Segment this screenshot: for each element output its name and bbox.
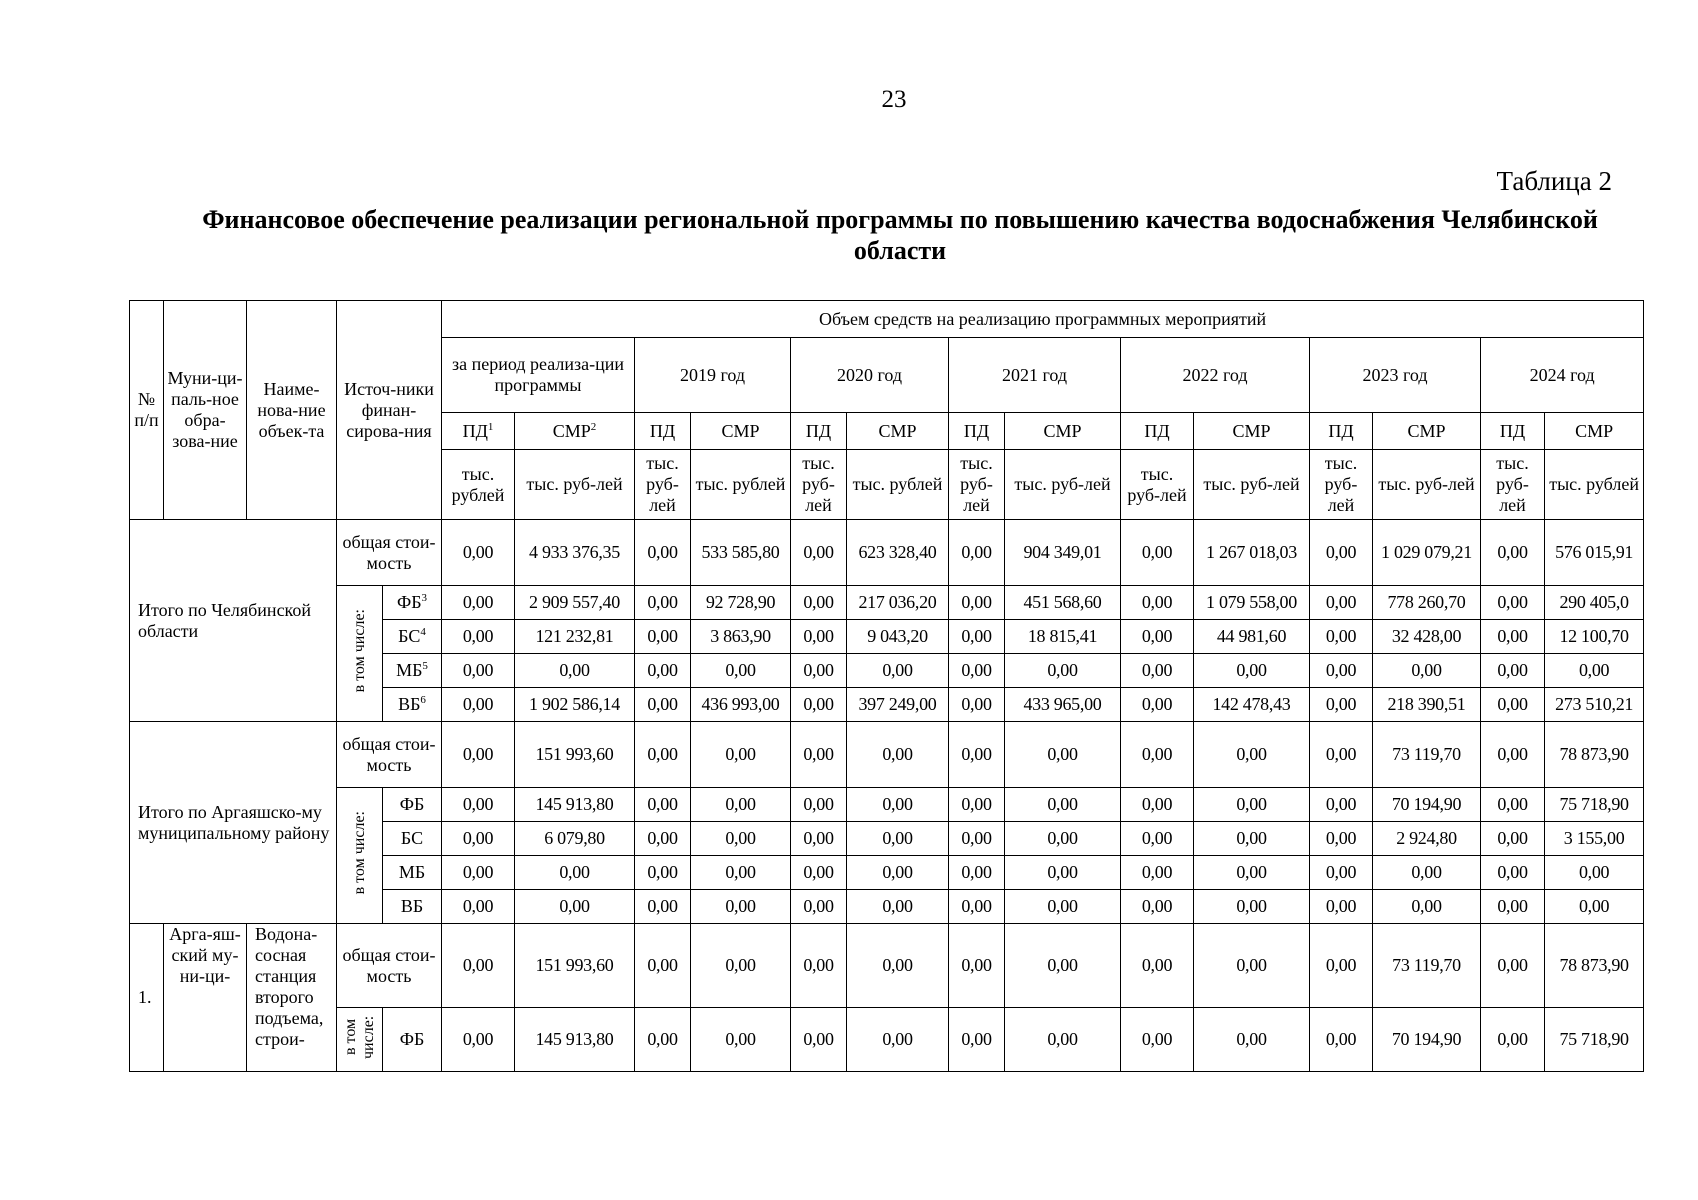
source-label [383,822,442,856]
incl-label [337,586,383,722]
incl-label [337,788,383,924]
value-cell: 0,00 [1121,822,1194,856]
source-text: БС [398,626,421,646]
value-cell: 0,00 [1310,822,1373,856]
value-cell: 0,00 [1310,856,1373,890]
value-cell: 0,00 [1005,788,1121,822]
value-cell: 78 873,90 [1545,722,1644,788]
value-cell: 0,00 [1005,822,1121,856]
header-smr [515,413,635,450]
header-year-2023: 2023 год [1310,338,1481,413]
value-cell: 0,00 [1121,586,1194,620]
header-volume: Объем средств на реализацию программных мероприятий [442,301,1644,338]
source-text: ВБ [400,896,424,916]
value-cell: 0,00 [635,1008,691,1072]
value-cell: 0,00 [442,620,515,654]
value-cell: 0,00 [635,620,691,654]
value-cell: 0,00 [1194,1008,1310,1072]
value-cell: 32 428,00 [1373,620,1481,654]
value-cell: 397 249,00 [847,688,949,722]
value-cell: 0,00 [1121,688,1194,722]
source-footnote: 4 [420,626,426,638]
source-text: МБ [396,660,423,680]
value-cell: 0,00 [1481,890,1545,924]
value-cell: 0,00 [691,822,791,856]
value-cell: 0,00 [949,788,1005,822]
value-cell: 151 993,60 [515,722,635,788]
value-cell: 18 815,41 [1005,620,1121,654]
value-cell: 0,00 [949,856,1005,890]
value-cell: 0,00 [635,822,691,856]
value-cell: 0,00 [1121,520,1194,586]
value-cell: 0,00 [791,688,847,722]
value-cell: 0,00 [1005,1008,1121,1072]
value-cell: 0,00 [949,1008,1005,1072]
source-label [383,654,442,688]
value-cell: 0,00 [1310,520,1373,586]
value-cell: 0,00 [635,924,691,1008]
value-cell: 3 155,00 [1545,822,1644,856]
unit-year-smr: тыс. рублей [691,450,791,520]
value-cell: 0,00 [1194,822,1310,856]
value-cell: 0,00 [442,924,515,1008]
value-cell: 0,00 [791,788,847,822]
value-cell: 0,00 [1481,688,1545,722]
header-pd [635,413,691,450]
value-cell: 0,00 [847,822,949,856]
value-cell: 3 863,90 [691,620,791,654]
value-cell: 0,00 [1481,586,1545,620]
value-cell: 70 194,90 [1373,788,1481,822]
value-cell: 623 328,40 [847,520,949,586]
source-label [383,586,442,620]
page-number: 23 [881,86,907,113]
value-cell: 0,00 [442,788,515,822]
value-cell: 0,00 [949,520,1005,586]
value-cell: 0,00 [1310,788,1373,822]
unit-period-smr: тыс. руб-лей [515,450,635,520]
value-cell: 1 902 586,14 [515,688,635,722]
incl-text: в том числе: [341,1015,377,1059]
header-year-2021: 2021 год [949,338,1121,413]
value-cell: 0,00 [1194,890,1310,924]
value-cell: 0,00 [635,890,691,924]
value-cell: 0,00 [1194,856,1310,890]
smr-text: СМР [1232,420,1271,441]
value-cell: 0,00 [635,586,691,620]
value-cell: 0,00 [691,856,791,890]
value-cell: 0,00 [635,520,691,586]
value-cell: 0,00 [1373,890,1481,924]
source-label [383,890,442,924]
header-smr [847,413,949,450]
header-year-2022: 2022 год [1121,338,1310,413]
value-cell: 0,00 [791,520,847,586]
value-cell: 0,00 [1121,722,1194,788]
value-cell: 0,00 [635,722,691,788]
value-cell: 533 585,80 [691,520,791,586]
value-cell: 0,00 [442,520,515,586]
unit-year-pd: тыс. руб-лей [1310,450,1373,520]
value-cell: 0,00 [847,788,949,822]
source-label [383,620,442,654]
value-cell: 0,00 [635,788,691,822]
value-cell: 904 349,01 [1005,520,1121,586]
unit-year-smr: тыс. руб-лей [1373,450,1481,520]
value-cell: 1 029 079,21 [1373,520,1481,586]
value-cell: 2 924,80 [1373,822,1481,856]
value-cell: 0,00 [1194,654,1310,688]
group-name: Итого по Челябинской области [130,520,337,722]
item-object: Водона-сосная станция второго подъема, строи- [247,924,337,1072]
value-cell: 4 933 376,35 [515,520,635,586]
value-cell: 0,00 [1481,1008,1545,1072]
value-cell: 0,00 [1481,822,1545,856]
value-cell: 0,00 [791,1008,847,1072]
header-smr [1373,413,1481,450]
value-cell: 121 232,81 [515,620,635,654]
source-footnote: 6 [420,694,426,706]
value-cell: 0,00 [791,586,847,620]
source-footnote: 3 [421,592,428,604]
value-cell: 0,00 [1545,856,1644,890]
value-cell: 44 981,60 [1194,620,1310,654]
financing-table [129,300,1644,1072]
header-year-2024: 2024 год [1481,338,1644,413]
value-cell: 0,00 [791,856,847,890]
table-label: Таблица 2 [1496,166,1612,196]
value-cell: 0,00 [1005,890,1121,924]
unit-year-smr: тыс. руб-лей [1194,450,1310,520]
unit-year-smr: тыс. рублей [847,450,949,520]
header-pd [442,413,515,450]
value-cell: 73 119,70 [1373,924,1481,1008]
value-cell: 0,00 [1310,722,1373,788]
value-cell: 576 015,91 [1545,520,1644,586]
value-cell: 73 119,70 [1373,722,1481,788]
value-cell: 0,00 [1194,924,1310,1008]
value-cell: 0,00 [691,722,791,788]
value-cell: 218 390,51 [1373,688,1481,722]
value-cell: 0,00 [847,1008,949,1072]
source-text: ВБ [398,694,421,714]
value-cell: 0,00 [1373,654,1481,688]
value-cell: 151 993,60 [515,924,635,1008]
unit-year-pd: тыс. руб-лей [949,450,1005,520]
value-cell: 0,00 [949,890,1005,924]
table-row [130,586,1644,620]
smr-text: СМР [1043,420,1082,441]
value-cell: 273 510,21 [1545,688,1644,722]
value-cell: 0,00 [442,722,515,788]
value-cell: 0,00 [515,654,635,688]
value-cell: 0,00 [515,856,635,890]
value-cell: 0,00 [1194,722,1310,788]
header-year-2020: 2020 год [791,338,949,413]
value-cell: 0,00 [1545,654,1644,688]
value-cell: 0,00 [1310,620,1373,654]
value-cell: 217 036,20 [847,586,949,620]
value-cell: 0,00 [1005,924,1121,1008]
value-cell: 70 194,90 [1373,1008,1481,1072]
value-cell: 0,00 [691,890,791,924]
value-cell: 0,00 [1121,1008,1194,1072]
value-cell: 0,00 [1121,788,1194,822]
pd-text: ПД [1144,420,1170,441]
value-cell: 1 267 018,03 [1194,520,1310,586]
value-cell: 0,00 [791,890,847,924]
value-cell: 0,00 [1310,924,1373,1008]
value-cell: 436 993,00 [691,688,791,722]
value-cell: 0,00 [949,722,1005,788]
value-cell: 0,00 [1481,722,1545,788]
value-cell: 0,00 [691,924,791,1008]
value-cell: 451 568,60 [1005,586,1121,620]
table-row [130,520,1644,586]
value-cell: 0,00 [515,890,635,924]
value-cell: 142 478,43 [1194,688,1310,722]
value-cell: 0,00 [847,890,949,924]
value-cell: 0,00 [1545,890,1644,924]
total-label: общая стои-мость [337,520,442,586]
value-cell: 0,00 [691,654,791,688]
header-smr [1005,413,1121,450]
value-cell: 0,00 [1310,1008,1373,1072]
source-text: ФБ [399,794,425,814]
header-pd [1310,413,1373,450]
value-cell: 0,00 [1005,654,1121,688]
value-cell: 0,00 [691,788,791,822]
source-text: БС [400,828,424,848]
value-cell: 0,00 [442,1008,515,1072]
pd-text: ПД [805,420,832,441]
page-title: Финансовое обеспечение реализации региональной программы по повышению качества водоснабжения Челябинской области [202,205,1598,265]
value-cell: 0,00 [791,620,847,654]
source-text: МБ [398,862,426,882]
unit-year-pd: тыс. руб-лей [791,450,847,520]
value-cell: 9 043,20 [847,620,949,654]
value-cell: 0,00 [847,924,949,1008]
table-row [130,1008,1644,1072]
total-label: общая стои-мость [337,924,442,1008]
value-cell: 0,00 [1481,620,1545,654]
header-sources: Источ-ники финан-сирова-ния [337,301,442,520]
value-cell: 0,00 [1310,586,1373,620]
pd-text: ПД [649,420,676,441]
value-cell: 0,00 [949,688,1005,722]
value-cell: 0,00 [1481,654,1545,688]
smr-footnote: 2 [590,420,597,433]
item-municipality: Арга-яш-ский му-ни-ци- [164,924,247,1072]
header-object: Наиме-нова-ние объек-та [247,301,337,520]
value-cell: 0,00 [791,654,847,688]
unit-period-pd: тыс. рублей [442,450,515,520]
source-label [383,856,442,890]
value-cell: 0,00 [791,722,847,788]
header-year-2019: 2019 год [635,338,791,413]
value-cell: 0,00 [1121,924,1194,1008]
value-cell: 0,00 [442,586,515,620]
value-cell: 75 718,90 [1545,788,1644,822]
value-cell: 0,00 [442,822,515,856]
value-cell: 0,00 [635,688,691,722]
pd-text: ПД [963,420,990,441]
source-label [383,788,442,822]
unit-year-smr: тыс. рублей [1545,450,1644,520]
header-pd [1121,413,1194,450]
pd-text: ПД [1499,420,1526,441]
value-cell: 0,00 [1121,620,1194,654]
value-cell: 0,00 [442,856,515,890]
value-cell: 6 079,80 [515,822,635,856]
value-cell: 0,00 [949,924,1005,1008]
value-cell: 778 260,70 [1373,586,1481,620]
header-smr [691,413,791,450]
value-cell: 0,00 [1481,856,1545,890]
smr-text: СМР [721,420,760,441]
incl-label [337,1008,383,1072]
value-cell: 0,00 [1373,856,1481,890]
value-cell: 0,00 [1310,654,1373,688]
value-cell: 0,00 [442,890,515,924]
smr-text: СМР [878,420,917,441]
value-cell: 0,00 [949,620,1005,654]
value-cell: 0,00 [1194,788,1310,822]
value-cell: 75 718,90 [1545,1008,1644,1072]
header-pd [791,413,847,450]
source-label: ФБ [383,1008,442,1072]
unit-year-pd: тыс. руб-лей [1481,450,1545,520]
incl-text: в том числе: [350,811,368,895]
value-cell: 0,00 [1481,924,1545,1008]
value-cell: 0,00 [691,1008,791,1072]
value-cell: 92 728,90 [691,586,791,620]
header-smr [1545,413,1644,450]
smr-text: СМР [552,420,591,441]
header-period: за период реализа-ции программы [442,338,635,413]
value-cell: 0,00 [847,722,949,788]
pd-text: ПД [1328,420,1354,441]
pd-footnote: 1 [487,420,494,433]
item-num: 1. [130,924,164,1072]
header-pd [1481,413,1545,450]
value-cell: 0,00 [1310,890,1373,924]
value-cell: 0,00 [442,654,515,688]
value-cell: 0,00 [1005,722,1121,788]
value-cell: 78 873,90 [1545,924,1644,1008]
value-cell: 1 079 558,00 [1194,586,1310,620]
table-row [130,788,1644,822]
header-num [130,301,164,520]
value-cell: 0,00 [442,688,515,722]
header-smr [1194,413,1310,450]
value-cell: 0,00 [1121,890,1194,924]
value-cell: 0,00 [635,654,691,688]
value-cell: 145 913,80 [515,788,635,822]
header-municipality: Муни-ци-паль-ное обра-зова-ние [164,301,247,520]
value-cell: 12 100,70 [1545,620,1644,654]
incl-text: в том числе: [350,609,368,693]
table-row [130,722,1644,788]
value-cell: 0,00 [949,586,1005,620]
value-cell: 0,00 [1121,654,1194,688]
source-text: ФБ [396,592,422,612]
value-cell: 0,00 [949,654,1005,688]
value-cell: 0,00 [847,856,949,890]
value-cell: 0,00 [847,654,949,688]
value-cell: 2 909 557,40 [515,586,635,620]
value-cell: 0,00 [635,856,691,890]
unit-year-pd: тыс. руб-лей [1121,450,1194,520]
unit-year-pd: тыс. руб-лей [635,450,691,520]
value-cell: 433 965,00 [1005,688,1121,722]
source-footnote: 5 [422,660,428,672]
smr-text: СМР [1575,420,1614,441]
value-cell: 0,00 [791,822,847,856]
value-cell: 145 913,80 [515,1008,635,1072]
value-cell: 0,00 [1310,688,1373,722]
value-cell: 0,00 [1005,856,1121,890]
table-row [130,924,1644,1008]
header-num-text: № п/п [134,389,159,430]
group-name: Итого по Аргаяшско-му муниципальному району [130,722,337,924]
value-cell: 290 405,0 [1545,586,1644,620]
value-cell: 0,00 [949,822,1005,856]
value-cell: 0,00 [1121,856,1194,890]
header-pd [949,413,1005,450]
value-cell: 0,00 [1481,788,1545,822]
source-label [383,688,442,722]
total-label: общая стои-мость [337,722,442,788]
pd-text: ПД [462,420,488,441]
value-cell: 0,00 [791,924,847,1008]
value-cell: 0,00 [1481,520,1545,586]
smr-text: СМР [1407,420,1446,441]
unit-year-smr: тыс. руб-лей [1005,450,1121,520]
